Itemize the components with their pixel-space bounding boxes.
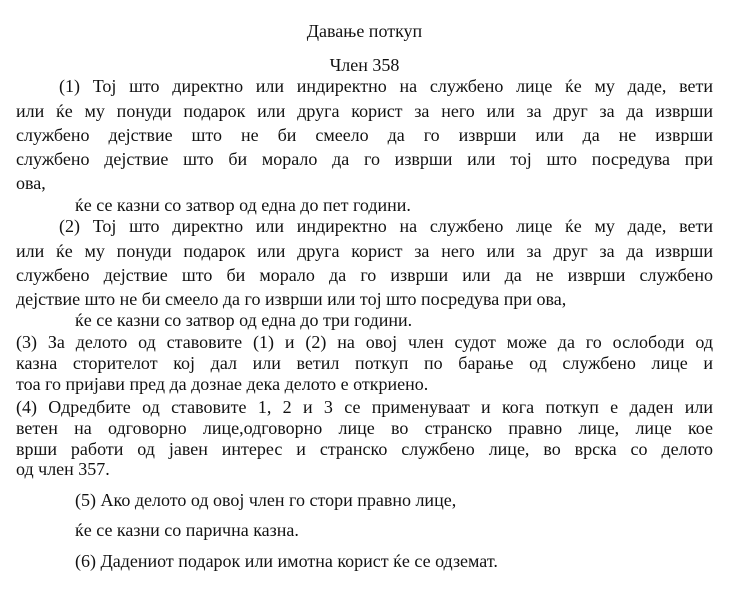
paragraph-3-line: (3) За делото од ставовите (1) и (2) на овој член судот може да го ослободи од [16, 332, 713, 352]
paragraph-2-line: (2) Тој што директно или индиректно на службено лице ќе му даде, вети [59, 216, 713, 236]
paragraph-2-penalty: ќе се казни со затвор од една до три години. [75, 310, 413, 330]
paragraph-1-line: службено дејствие што не би смеело да го изврши или да не изврши [16, 125, 713, 145]
paragraph-4-line: од член 357. [16, 459, 110, 479]
paragraph-3-line: казна сторителот кој дал или ветил поткуп по барање од службено лице и [16, 353, 713, 373]
paragraph-4-line: ветен на одговорно лице,одговорно лице во странско правно лице, лице кое [16, 418, 713, 438]
paragraph-1-penalty: ќе се казни со затвор од една до пет години. [75, 195, 411, 215]
paragraph-6-line: (6) Дадениот подарок или имотна корист ќе се одземат. [75, 551, 498, 571]
paragraph-1-line: (1) Тој што директно или индиректно на службено лице ќе му даде, вети [59, 76, 713, 96]
paragraph-5-line: (5) Ако делото од овој член го стори правно лице, [75, 490, 457, 510]
legal-document [16, 0, 713, 589]
paragraph-1-line: ова, [16, 173, 46, 193]
paragraph-2-line: или ќе му понуди подарок или друга корист за него или за друг за да изврши [16, 241, 713, 261]
paragraph-4-line: (4) Одредбите од ставовите 1, 2 и 3 се применуваат и кога поткуп е даден или [16, 397, 713, 417]
paragraph-1-line: службено дејствие што би морало да го изврши или тој што посредува при [16, 149, 713, 169]
paragraph-4-line: врши работи од јавен интерес и странско службено лице, во врска со делото [16, 439, 713, 459]
paragraph-5-penalty: ќе се казни со парична казна. [75, 520, 299, 540]
paragraph-3-line: тоа го пријави пред да дознае дека делото е откриено. [16, 374, 429, 394]
paragraph-2-line: дејствие што не би смеело да го изврши или тој што посредува при ова, [16, 289, 567, 309]
paragraph-2-line: службено дејствие што би морало да го изврши или да не изврши службено [16, 265, 713, 285]
article-heading: Член 358 [329, 55, 400, 75]
paragraph-1-line: или ќе му понуди подарок или друга корист за него или за друг за да изврши [16, 101, 713, 121]
document-title: Давање поткуп [306, 21, 423, 41]
